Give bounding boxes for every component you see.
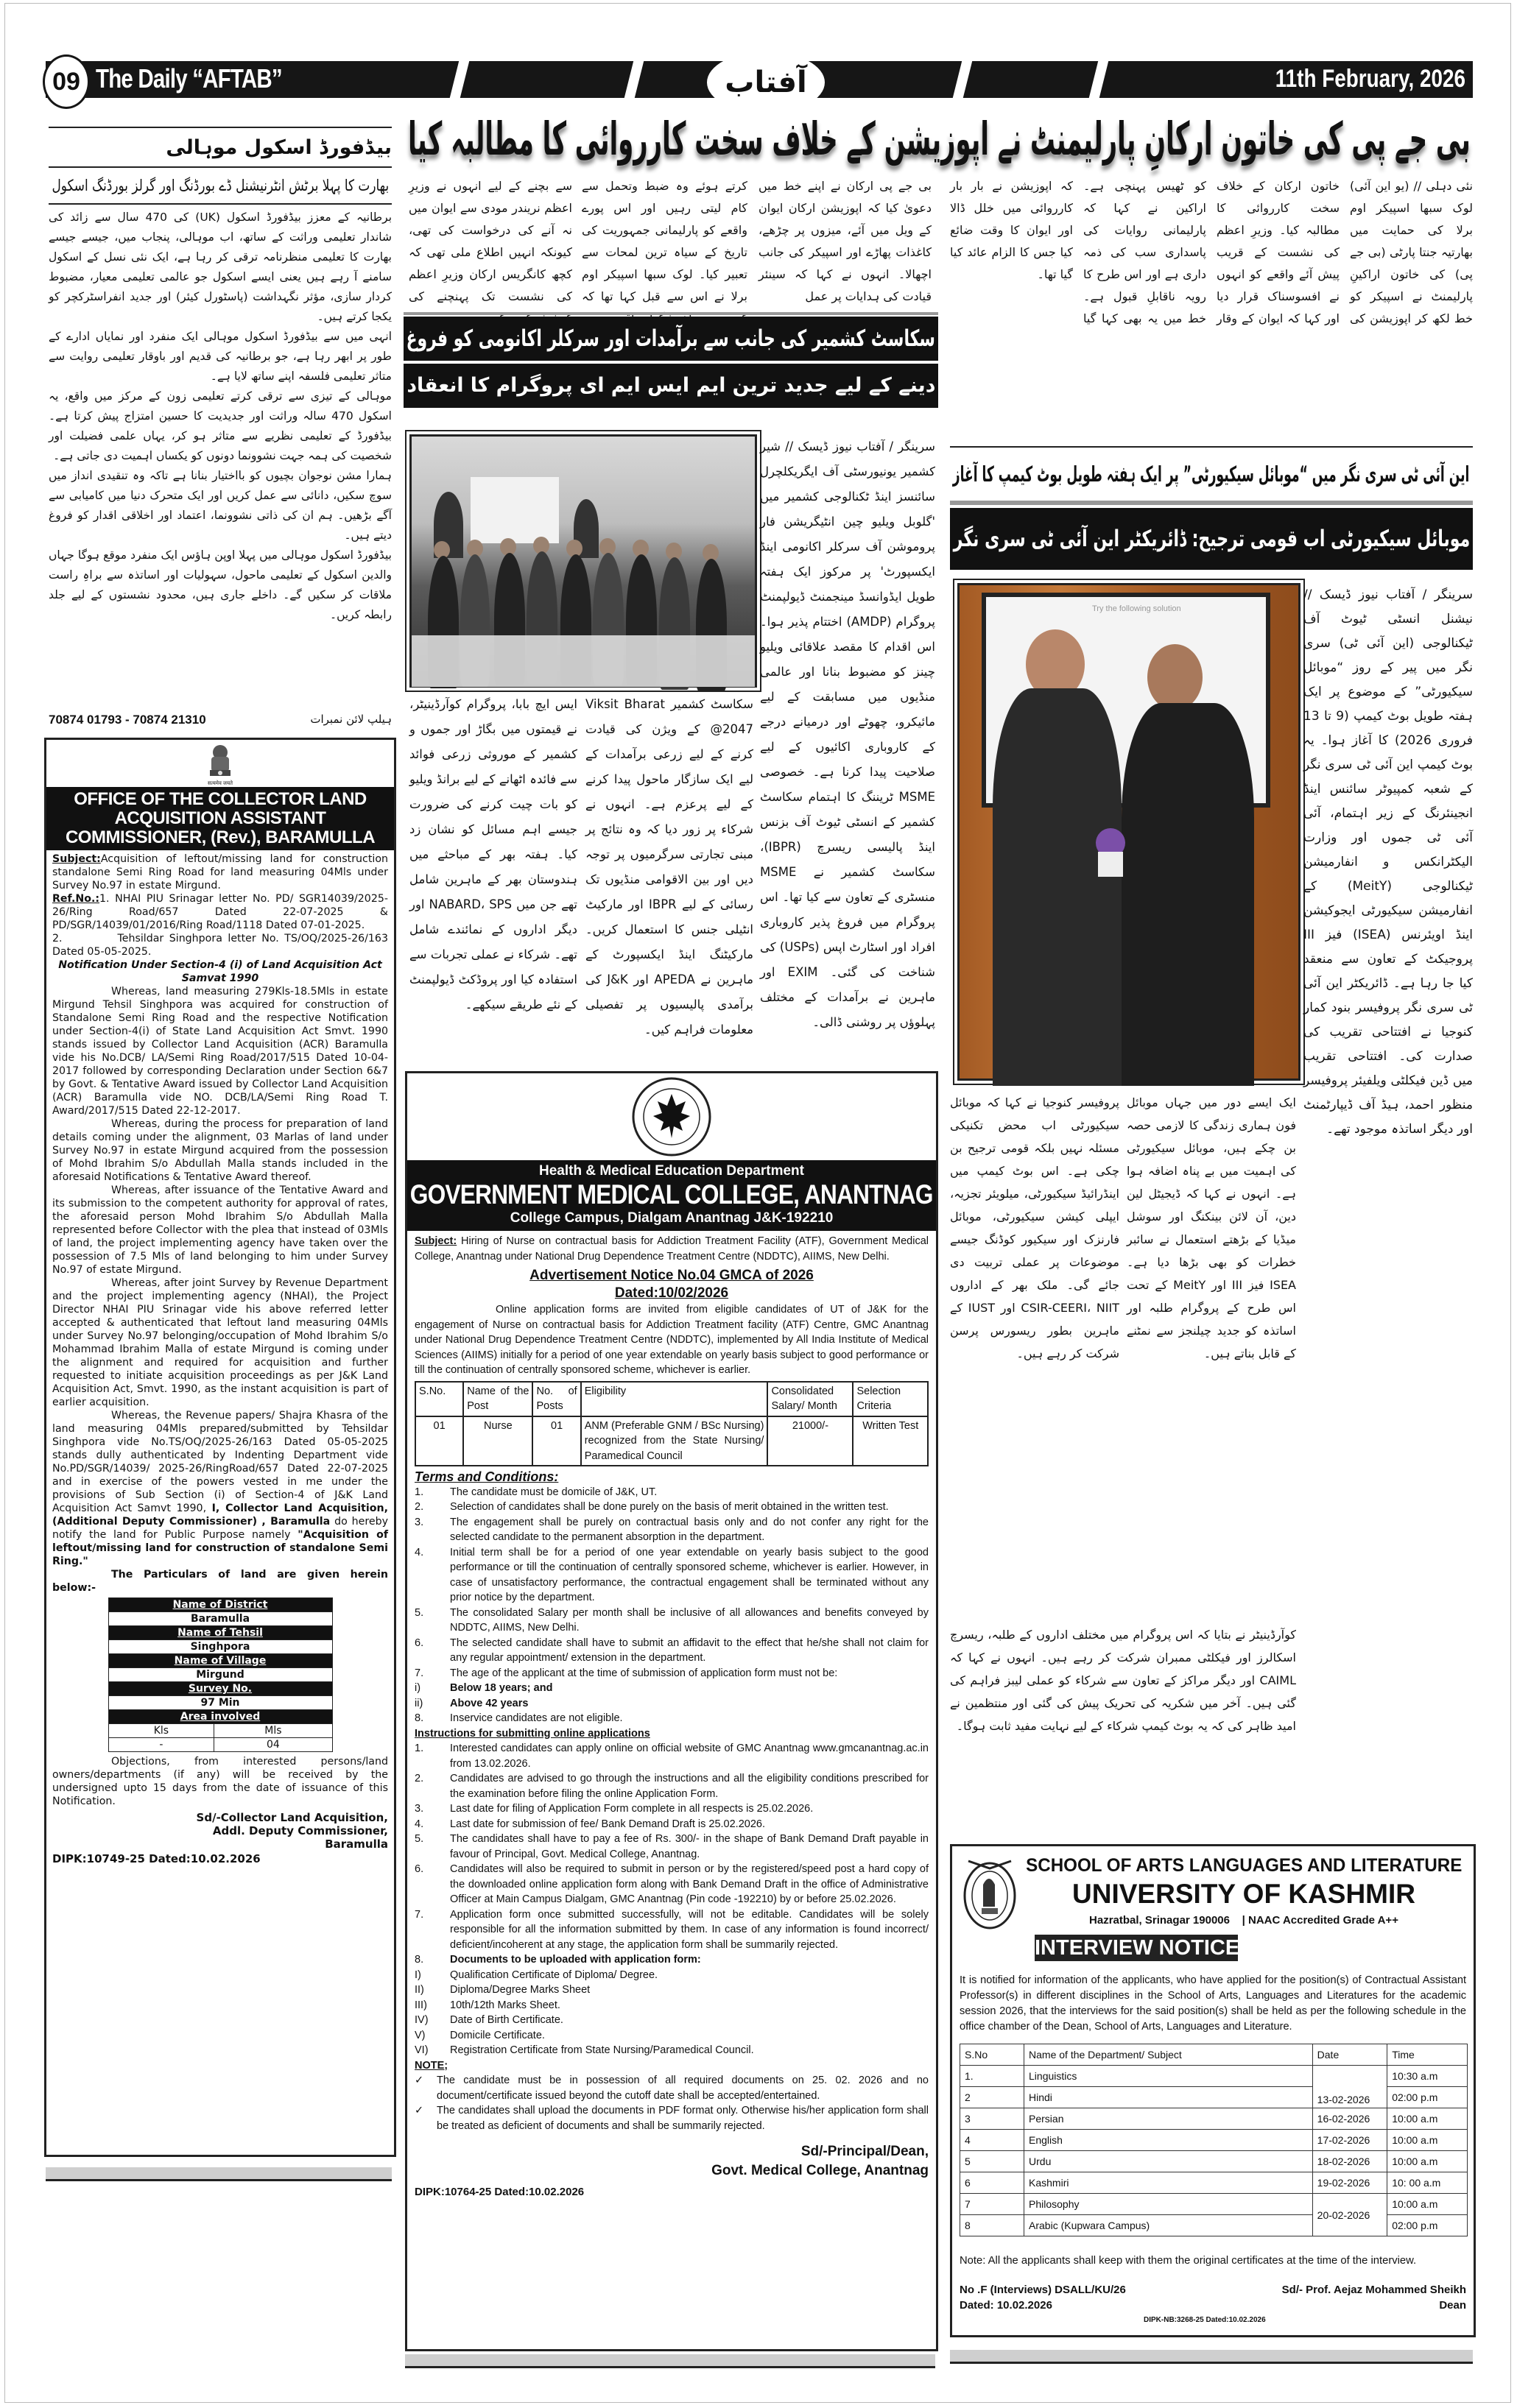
item-number: VI) xyxy=(415,2044,429,2056)
para5-quote: "Acquisition of leftout/missing land for construction of standalone Semi Ring." xyxy=(52,1529,388,1567)
main-headline: بی جے پی کی خاتون ارکانِ پارلیمنٹ نے اپوزیشن کے خلاف سخت کارروائی کا مطالبہ کیا xyxy=(407,112,1471,166)
list-item xyxy=(415,1741,929,1771)
list-item xyxy=(415,1636,929,1666)
paper-name: The Daily “AFTAB” xyxy=(96,63,282,93)
instructions-list xyxy=(415,1741,929,2058)
date-cell: 16-02-2026 xyxy=(1312,2108,1387,2130)
list-item xyxy=(415,1515,929,1545)
sno-cell: 7 xyxy=(960,2194,1024,2215)
item-number: II) xyxy=(415,1984,424,1996)
top-story-column: سے بچنے کے لیے انہوں نے وزیرِ اعظم نریندر مودی سے ایوان میں نہ آنے کی درخواست کی تھی، کیونکہ انہیں اطلاع ملی تھی کہ کچھ کانگریس ارکان وزیرِ اعظم کی نشست تک پہنچنے کی xyxy=(409,179,572,303)
sno-cell: 2 xyxy=(960,2087,1024,2108)
list-item xyxy=(415,1606,929,1636)
item-number: 7. xyxy=(415,1908,424,1921)
item-number: IV) xyxy=(415,2014,429,2026)
projector-screen xyxy=(471,477,559,543)
signatory-name: Sd/- Prof. Aejaz Mohammed Sheikh xyxy=(1281,2284,1466,2296)
item-text: Below 18 years; and xyxy=(450,1682,553,1694)
table-cell: ANM (Preferable GNM / BSc Nursing) recognized from the State Nursing/ Paramedical Council xyxy=(581,1416,768,1466)
area-label: Area involved xyxy=(108,1710,332,1724)
item-number: 4. xyxy=(415,1546,424,1558)
gmc-posts-table xyxy=(415,1381,929,1467)
nit-story-column: کوآرڈینیٹر نے بتایا کہ اس پروگرام میں مختلف اداروں کے طلبہ، ریسرچ اسکالرز اور فیکلٹی ممبران شرکت کر رہے ہیں۔ انہوں نے کہا کہ CAIML اور دیگر مراکز کے تعاون سے شرکاء کو عملی لیبز فراہم کی گئی ہیں۔ آخر میں شکریہ کی تحریک پیش کی گئی اور منتظمین نے امید ظاہر کی کہ یہ بوٹ کیمپ شرکاء کے لیے نہایت مفید ثابت ہوگا۔ xyxy=(950,1628,1296,1733)
divider-bar xyxy=(950,2350,1473,2364)
newspaper-logo: آفتاب xyxy=(707,52,825,113)
table-row xyxy=(960,2215,1468,2236)
item-text: Candidates will also be required to submit in person or by the registered/speed post a hard copy of the downloaded online application form along with Bank Demand Draft in the office of Administrative Officer at Main Campus Dialgam, GMC Anantnag (Pin code -192210) by or before 25.02.2026. xyxy=(450,1863,929,1905)
subject-cell: Persian xyxy=(1024,2108,1313,2130)
list-item xyxy=(415,1832,929,1862)
item-text: Date of Birth Certificate. xyxy=(450,2014,563,2026)
notice-paragraph: Whereas, land measuring 279Kls-18.5Mls in estate Mirgund Tehsil Singhpora was acquired for construction of Standalone Semi Ring Road and the respective Notification under Section-4(i) of State Land Acquisition Act Smvt. 1990 stands issued by Collector Land Acquisition (ACR) Baramulla vide his No.DCB/ LA/Semi Ring Road/2017/515 Dated 10-04-2017 followed by corresponding Declaration under Section 6&7 by Govt. & Tentative Award issued by Collector Land Acquisition (ACR) Baramulla vide NO. DCB/LA/Semi Ring Road T. Award/2017/515 Dated 22-12-2017. xyxy=(52,986,388,1117)
notice-note: Note: All the applicants shall keep with them the original certificates at the time of the interview. xyxy=(960,2255,1417,2267)
gmc-notice-date: Dated:10/02/2026 xyxy=(614,1285,729,1301)
list-item xyxy=(415,1968,929,1983)
school-ad-paragraph: انہی میں سے بیڈفورڈ اسکول موہالی ایک منفرد اور نمایاں ادارے کے طور پر ابھر رہا ہے، جو برطانیہ کی قدیم اور باوقار تعلیمی روایت سے متاثر تعلیمی فلسفہ اپنے ساتھ لایا ہے۔ xyxy=(49,330,392,383)
nit-photo xyxy=(957,583,1300,1081)
date-cell: 18-02-2026 xyxy=(1312,2151,1387,2172)
schedule-table-wrap xyxy=(960,2044,1468,2236)
table-header-row xyxy=(960,2044,1468,2066)
divider xyxy=(404,312,938,315)
time-cell: 10:00 a.m xyxy=(1387,2108,1468,2130)
item-number: 6. xyxy=(415,1863,424,1875)
table-header: Date xyxy=(1312,2044,1387,2066)
notice-intro: It is notified for information of the applicants, who have applied for the position(s) of Contractual Assistant Professor(s) in different disciplines in the School of Arts, Languages and Literatures for the academic session 2026, that the interviews for the said position(s) shall be held as per the following schedule in the office chamber of the Dean, School of Arts, Languages and Literature. xyxy=(960,1974,1466,2033)
item-text: Domicile Certificate. xyxy=(450,2029,545,2041)
tehsil-value: Singhpora xyxy=(108,1640,332,1654)
school-ad-helpline xyxy=(49,713,392,727)
signature-line: Sd/-Principal/Dean, xyxy=(800,2144,929,2159)
list-item xyxy=(415,1696,929,1712)
signature-line: Govt. Medical College, Anantnag xyxy=(711,2163,929,2178)
school-name: SCHOOL OF ARTS LANGUAGES AND LITERATURE xyxy=(1025,1855,1463,1876)
para5-mid: do hereby notify the land for Public Purpose namely xyxy=(52,1516,388,1541)
collector-land-acquisition-notice xyxy=(44,738,396,2157)
sno-cell: 6 xyxy=(960,2172,1024,2194)
item-text: Diploma/Degree Marks Sheet xyxy=(450,1984,591,1996)
item-number: III) xyxy=(415,1999,427,2011)
table-header: Name of the Department/ Subject xyxy=(1024,2044,1313,2066)
item-number: 6. xyxy=(415,1636,424,1649)
gmc-signature xyxy=(415,2142,929,2181)
gmc-subject: Hiring of Nurse on contractual basis for Addiction Treatment Facility (ATF), Government Medical College, Anantnag under National Drug Dependence Treatment Centre (NDDTC), AIIMS, New Delhi. xyxy=(415,1235,929,1263)
table-row xyxy=(415,1416,928,1466)
note-text: The candidates shall upload the documents in PDF format only. Otherwise his/her application form shall be treated as deficient of documents and shall be summarily rejected. xyxy=(437,2105,929,2132)
gmc-dipk: DIPK:10764-25 Dated:10.02.2026 xyxy=(415,2186,585,2198)
divider-bar xyxy=(405,2354,935,2368)
date-cell: 20-02-2026 xyxy=(1312,2194,1387,2236)
subject-cell: Hindi xyxy=(1024,2087,1313,2108)
date-cell: 17-02-2026 xyxy=(1312,2130,1387,2151)
scast-headline-1: سکاسٹ کشمیر کی جانب سے برآمدات اور سرکلر اکانومی کو فروغ xyxy=(404,317,938,361)
school-ad-subtitle: بھارت کا پہلا برٹش انٹرنیشنل ڈے بورڈنگ اور گرلز بورڈنگ اسکول xyxy=(52,177,389,194)
helpline-label: ہیلپ لائن نمبرات xyxy=(310,713,392,726)
dipk-number: DIPK:10749-25 Dated:10.02.2026 xyxy=(52,1852,261,1865)
school-ad-body xyxy=(49,208,392,708)
time-cell: 10:00 a.m xyxy=(1387,2130,1468,2151)
note-title: NOTE; xyxy=(415,2059,448,2072)
signature-line: Sd/-Collector Land Acquisition, xyxy=(196,1811,388,1824)
table-row xyxy=(960,2172,1468,2194)
item-number: V) xyxy=(415,2029,426,2041)
notice-paragraph xyxy=(52,1409,388,1568)
gmc-address: College Campus, Dialgam Anantnag J&K-192210 xyxy=(510,1210,834,1226)
mls-label: Mls xyxy=(214,1724,332,1738)
item-number: ii) xyxy=(415,1697,423,1709)
kls-label: Kls xyxy=(108,1724,214,1738)
item-text: Initial term shall be for a period of one year extendable on yearly basis subject to the good performance or till the continuation of centrally sponsored scheme, whichever is earlier. However, in case of unsatisfactory performance, the contractual engagement shall be terminated without any prior notice by the department. xyxy=(450,1546,929,1603)
list-item xyxy=(415,1485,929,1500)
table-cell: 01 xyxy=(532,1416,580,1466)
list-item xyxy=(415,1907,929,1953)
item-number: 3. xyxy=(415,1803,424,1815)
scast-story-column: ایس ایچ بابا، پروگرام کوآرڈینیٹر، نے قیمتوں میں بگاڑ اور جموں و کشمیر کے موروثی زرعی فوائد سے فائدہ اٹھانے کے لیے برانڈ ویلیو کو بات چیت کرنے کی ضرورت جیسے اہم مسائل کو نشان زد کیا۔ ہفتہ بھر کے مباحثے میں ہندوستان بھر کے ماہرین شامل تھے جن میں NABARD، SPS اور دیگر اداروں کے نمائندے شامل تھے۔ شرکاء نے عملی تجربات سے استفادہ کیا اور پروڈکٹ ڈیولپمنٹ کے نئے طریقے سیکھے۔ xyxy=(409,697,578,1011)
list-item xyxy=(415,1801,929,1817)
subject-label: Subject: xyxy=(52,853,101,865)
interview-notice-banner: INTERVIEW NOTICE xyxy=(1035,1936,1240,1960)
item-text: The engagement shall be purely on contractual basis only and do not confer any right for the selected candidate to the permanent absorption in the department. xyxy=(450,1516,929,1543)
item-text: The candidate must be domicile of J&K, UT. xyxy=(450,1486,658,1498)
subject-cell: Urdu xyxy=(1024,2151,1313,2172)
item-text: Registration Certificate from State Nursing/Paramedical Council. xyxy=(450,2044,754,2056)
item-text: Above 42 years xyxy=(450,1697,529,1709)
para5-bold: I, Collector Land Acquisition, (Additional Deputy Commissioner) , Baramulla xyxy=(52,1503,388,1528)
kls-value: - xyxy=(108,1738,214,1752)
list-item xyxy=(415,1771,929,1801)
subject-cell: Arabic (Kupwara Campus) xyxy=(1024,2215,1313,2236)
check-icon: ✓ xyxy=(415,2075,424,2086)
table-header: Selection Criteria xyxy=(853,1382,928,1416)
nit-story-column: سرینگر / آفتاب نیوز ڈیسک // نیشنل انسٹی ٹیوٹ آف ٹیکنالوجی (این آئی ٹی) سری نگر میں پیر کے روز “موبائل سیکیورٹی” کے موضوع پر ایک ہفتہ طویل بوٹ کیمپ (9 تا 13 فروری 2026) کا آغاز ہوا۔ یہ بوٹ کیمپ این آئی ٹی سری نگر کے شعبہ کمپیوٹر سائنس اینڈ انجینئرنگ کے زیر اہتمام، آئی آئی ٹی جموں اور وزارت الیکٹرانکس و انفارمیشن ٹیکنالوجی (MeitY) کے انفارمیشن سیکیورٹی ایجوکیشن اینڈ اویئرنس (ISEA) فیز III پروجیکٹ کے تعاون سے منعقد کیا جا رہا ہے۔ ڈائریکٹر این آئی ٹی سری نگر پروفیسر بنود کمار کنوجیا نے افتتاحی تقریب کی صدارت کی۔ افتتاحی تقریب میں ڈین فیکلٹی ویلفیئر پروفیسر منظور احمد، ہیڈ آف ڈیپارٹمنٹ اور دیگر اساتذہ موجود تھے۔ xyxy=(1303,587,1473,1137)
item-number: 5. xyxy=(415,1606,424,1619)
particulars-heading: The Particulars of land are given herein below:- xyxy=(52,1569,388,1594)
table-header: S.No xyxy=(960,2044,1024,2066)
national-emblem-icon xyxy=(201,742,239,780)
top-story-column: کرتے ہوئے وہ ضبط وتحمل سے کام لیتی رہیں اور اس پورے واقعے کو پارلیمانی جمہوریت کی تاریخ کے سیاہ ترین لمحات سے تعبیر کیا۔ لوک سبھا اسپیکر اوم برلا نے اس سے قبل کہا تھا کہ xyxy=(582,179,747,303)
notice-title: OFFICE OF THE COLLECTOR LAND ACQUISITION ASSISTANT COMMISSIONER, (Rev.), BARAMULLA xyxy=(46,787,394,850)
para5-text: Whereas, the Revenue papers/ Shajra Khasra of the land measuring 04Mls prepared/submitted by Tehsildar Singhpora vide No.TS/OQ/2025-26/163 Dated 05-05-2025 stands dully authenticated by Indenting Department vide No.PD/SGR/14039/ 2025-26/RingRoad/657 Dated 22-07-2025 and in exercise of the powers vested in me under the provisions of Sub Section (i) of Section-4 of J&K Land Acquisition Act Samvt 1990, xyxy=(52,1410,388,1514)
divider xyxy=(49,203,392,205)
sno-cell: 4 xyxy=(960,2130,1024,2151)
table-row xyxy=(960,2194,1468,2215)
time-cell: 02:00 p.m xyxy=(1387,2215,1468,2236)
table-row xyxy=(960,2108,1468,2130)
gmc-anantnag-advertisement xyxy=(405,1071,938,2351)
note-item xyxy=(415,2073,929,2103)
village-value: Mirgund xyxy=(108,1668,332,1682)
gmc-header xyxy=(407,1160,936,1231)
table-cell: Nurse xyxy=(463,1416,532,1466)
terms-list xyxy=(415,1485,929,1726)
table-cell: Written Test xyxy=(853,1416,928,1466)
gmc-title: GOVERNMENT MEDICAL COLLEGE, ANANTNAG xyxy=(410,1179,933,1210)
date-cell: 13-02-2026 xyxy=(1312,2066,1387,2108)
list-item xyxy=(415,2013,929,2028)
school-ad-paragraph: ہمارا مشن نوجوان بچیوں کو بااختیار بنانا ہے تاکہ وہ تنقیدی انداز میں سوچ سکیں، دانائی سے عمل کریں اور ایک متحرک دنیا میں کامیابی سے آگے بڑھیں۔ ہم ان کی ذاتی نشوونما، اعتماد اور اخلاقی اقدار کو فروغ دیتے ہیں۔ xyxy=(49,469,392,542)
university-name: UNIVERSITY OF KASHMIR xyxy=(1072,1879,1415,1909)
nit-story-column: پروفیسر کنوجیا نے کہا کہ موبائل سیکیورٹی اب محض تکنیکی مسئلہ نہیں بلکہ قومی ترجیح بن چکی ہے۔ اس بوٹ کیمپ میں اینڈرائیڈ سیکیورٹی، میلویئر تجزیہ، ایپلی کیشن سیکیورٹی، موبائل فارنزک اور سیکیور کوڈنگ جیسے موضوعات پر عملی تربیت دی جائے گی۔ ملک بھر کے اداروں CSIR-CEERI، NIIT اور IUST کے ماہرین بطور ریسورس پرسن شرکت کر رہے ہیں۔ xyxy=(950,1095,1119,1360)
item-text: 10th/12th Marks Sheet. xyxy=(450,1999,560,2011)
item-text: The selected candidate shall have to submit an affidavit to the effect that he/she shall not claim for any regular appointment/ extension in the department. xyxy=(450,1636,929,1664)
notice-body xyxy=(46,850,394,1865)
scast-group-photo xyxy=(409,434,757,688)
gmc-logo-icon xyxy=(631,1076,712,1157)
person-right xyxy=(1122,703,1254,1086)
check-icon: ✓ xyxy=(415,2105,424,2116)
university-of-kashmir-interview-notice xyxy=(950,1844,1476,2337)
gmc-body xyxy=(407,1231,936,2206)
table-header: S.No. xyxy=(415,1382,463,1416)
time-cell: 02:00 p.m xyxy=(1387,2087,1468,2108)
top-story-column: بی جے پی ارکان نے اپنے خط میں دعویٰ کیا کہ اپوزیشن ارکان ایوان کے ویل میں آئے، میزوں پر چڑھے، کاغذات پھاڑے اور اسپیکر کی جانب اچھالا۔ انہوں نے کہا کہ سینئر قیادت کی ہدایات پر عمل xyxy=(758,179,932,303)
note-text: The candidate must be in possession of all required documents on 25. 02. 2026 and no document/certificate issued beyond the cutoff date shall be accepted/entertained. xyxy=(437,2075,929,2102)
top-story-column: نئی دہلی // (یو این آئی) لوک سبھا اسپیکر اوم برلا کی حمایت میں بھارتیہ جنتا پارٹی (بی جے پی) کی خاتون اراکینِ پارلیمنٹ نے اسپیکر کو خط لکھ کر اپوزیشن کی خاتون ارکان کے خلاف سخت کارروائی کا مطالبہ کیا۔ وزیرِ اعظم کی نشست کے قریب پیش آئے واقعے کو انہوں نے افسوسناک قرار دیا اور کہا کہ ایوان کے وقار کو ٹھیس پہنچی ہے۔ اراکین نے کہا کہ پارلیمانی روایات کی پاسداری سب کی ذمہ داری ہے اور اس طرح کا رویہ ناقابلِ قبول ہے۔ خط میں یہ بھی کہا گیا کہ اپوزیشن نے بار بار کارروائی میں خلل ڈالا اور ایوان کا وقت ضائع کیا جس کا الزام عائد کیا گیا تھا۔ xyxy=(950,179,1473,325)
school-ad-paragraph: بیڈفورڈ اسکول موہالی میں پہلا اوپن ہاؤس ایک منفرد موقع ہوگا جہاں والدین اسکول کے تعلیمی ماحول، سہولیات اور اساتذہ سے براہِ راست ملاقات کر سکیں گے۔ داخلے جاری ہیں، محدود نشستوں کے لیے جلد رابطہ کریں۔ xyxy=(49,548,392,621)
notice-paragraph: Whereas, during the process for preparation of land details coming under the alignment, 03 Marlas of land under Survey No.97 in estate Mirgund acquired from the possession of Mohd Ibrahim S/o Abdullah Malla stands included in the aforesaid Notifications & Tentative Award thereof. xyxy=(52,1118,388,1183)
subject-text: Acquisition of leftout/missing land for construction standalone Semi Ring Road for land measuring 04Mls under Survey No.97 in estate Mirgund. xyxy=(52,853,388,891)
emblem-motto: सत्यमेव जयते xyxy=(207,781,233,786)
item-number: 8. xyxy=(415,1954,424,1966)
person-left xyxy=(993,688,1122,1086)
divider xyxy=(950,501,1473,505)
notice-paragraph: Whereas, after joint Survey by Revenue Department and the project implementing agency (NHAI), the Project Director NHAI PIU Srinagar vide his above referred letter accepted & authenticated that leftout land measuring 04Mls under Survey No.97 belonging/occupation of Mohd Ibrahim S/o Mohammad Ibrahim Malla of estate Mirgund is coming under the alignment and required for acquisition and further requested to initiate acquisition proceedings as per J&K Land Acquisition Act, Smvt. 1990, as the instant acquisition is part of earlier acquisition. xyxy=(52,1277,388,1408)
item-number: 8. xyxy=(415,1712,424,1724)
table-header: Name of the Post xyxy=(463,1382,532,1416)
signature-line: Addl. Deputy Commissioner, xyxy=(212,1824,388,1837)
university-seal-icon xyxy=(961,1855,1018,1932)
notification-title: Notification Under Section-4 (i) of Land Acquisition Act Samvat 1990 xyxy=(58,959,382,984)
nit-headline: این آئی ٹی سری نگر میں “موبائل سیکیورٹی” پر ایک ہفتہ طویل بوٹ کیمپ کا آغاز xyxy=(953,462,1470,487)
objections-text: Objections, from interested persons/land owners/departments (if any) will be received by the undersigned upto 15 days from the date of issuance of this Notification. xyxy=(52,1756,388,1807)
mls-value: 04 xyxy=(214,1738,332,1752)
item-text: Candidates are advised to go through the instructions and all the eligibility conditions prescribed for the examination before filing the online Application Form. xyxy=(450,1773,929,1800)
table-header: Time xyxy=(1387,2044,1468,2066)
school-ad-paragraph: موہالی کے تیزی سے ترقی کرتے تعلیمی زون کے مرکز میں واقع، یہ اسکول 470 سالہ وراثت اور جدیدیت کا حسین امتزاج پیش کرتا ہے۔ بیڈفورڈ کے تعلیمی نظریے سے متاثر ہو کر، یہاں علمی فضیلت اور شخصیت کی ہمہ جہت نشوونما دونوں کو یکساں اہمیت دی جاتی ہے۔ xyxy=(49,389,392,462)
item-text: Selection of candidates shall be done purely on the basis of merit obtained in the written test. xyxy=(450,1501,889,1513)
table xyxy=(412,635,755,687)
list-item xyxy=(415,1817,929,1832)
nit-story-column: ایک ایسے دور میں جہاں موبائل فون ہماری زندگی کا لازمی حصہ بن چکے ہیں، موبائل سیکیورٹی کی اہمیت میں بے پناہ اضافہ ہوا ہے۔ انہوں نے کہا کہ ڈیجیٹل لین دین، آن لائن بینکنگ اور سوشل میڈیا کے بڑھتے استعمال نے سائبر خطرات کو بھی بڑھا دیا ہے۔ ISEA فیز III اور MeitY کے تحت اس طرح کے پروگرام طلبہ اور اساتذہ کو جدید چیلنجز سے نمٹنے کے قابل بناتے ہیں۔ xyxy=(1127,1095,1296,1360)
list-item xyxy=(415,1862,929,1907)
notice-signatory xyxy=(1282,2282,1466,2313)
item-text: Last date for filing of Application Form complete in all respects is 25.02.2026. xyxy=(450,1803,814,1815)
item-number: 4. xyxy=(415,1818,424,1830)
list-item xyxy=(415,1952,929,1968)
list-item xyxy=(415,1666,929,1681)
pot xyxy=(1098,852,1123,877)
table-row xyxy=(960,2066,1468,2087)
gmc-intro: Online application forms are invited from eligible candidates of UT of J&K for the engagement of Nurse on contractual basis for Addiction Treatment facility (ATF) Centre, GMC Anantnag under National Drug Dependence Treatment Centre (NDDTC), implemented by All India Institute of Medical Sciences (AIIMS) initially for a period of one year extendable on yearly basis subject to good performance or till the continuation of centrally sponsored scheme, whichever is earlier. xyxy=(415,1304,929,1376)
time-cell: 10:30 a.m xyxy=(1387,2066,1468,2087)
divider xyxy=(950,446,1473,448)
table-row xyxy=(960,2130,1468,2151)
gmc-department: Health & Medical Education Department xyxy=(538,1163,804,1179)
item-text: Interested candidates can apply online on official website of GMC Anantnag www.gmcanantnag.ac.in from 13.02.2026. xyxy=(450,1743,929,1770)
list-item xyxy=(415,1500,929,1515)
date-cell: 19-02-2026 xyxy=(1312,2172,1387,2194)
scast-story-column: سکاسٹ کشمیر Viksit Bharat @2047 کے ویژن کی قیادت کرنے کے لیے زرعی برآمدات کے لیے ایک سازگار ماحول پیدا کرنے کے لیے پرعزم ہے۔ انہوں نے شرکاء پر زور دیا کہ وہ نتائج پر مبنی تجارتی سرگرمیوں پر توجہ دیں اور بین الاقوامی منڈیوں تک رسائی کے لیے IBPR اور مارکیٹ انٹیلی جنس کا استعمال کریں۔ مارکیٹنگ اینڈ ایکسپورٹ کے ماہرین نے APEDA اور J&K کی برآمدی پالیسیوں پر تفصیلی معلومات فراہم کیں۔ xyxy=(585,697,753,1037)
table-cell: 01 xyxy=(415,1416,463,1466)
gmc-subject-label: Subject: xyxy=(415,1235,457,1247)
item-number: 2. xyxy=(415,1773,424,1784)
screen-text: Try the following solution xyxy=(1092,604,1181,613)
notice-paragraph: Whereas, after issuance of the Tentative Award and its submission to the competent authority for approval of rates, the aforesaid person Mohd Ibrahim S/o Abdullah Malla represented before Collector with the plea that instead of 03Mls of land, the project implementing agency have taken over the possession of 7.5 Mls of land belonging to him under Survey No.97 of estate Mirgund. xyxy=(52,1184,388,1276)
reference-date: Dated: 10.02.2026 xyxy=(960,2299,1052,2312)
gmc-notice-number: Advertisement Notice No.04 GMCA of 2026 xyxy=(529,1268,814,1283)
table-cell: 21000/- xyxy=(767,1416,853,1466)
scast-story-column: سرینگر / آفتاب نیوز ڈیسک // شیر کشمیر یونیورسٹی آف ایگریکلچرل سائنسز اینڈ ٹکنالوجی کشمیر میں 'گلوبل ویلیو چین انٹیگریشن فار پروموشن آف سرکلر اکانومی اینڈ ایکسپورٹ' پر مرکوز ایک ہفتہ طویل ایڈوانسڈ مینجمنٹ ڈیولپمنٹ پروگرام (AMDP) اختتام پذیر ہوا۔ اس اقدام کا مقصد علاقائی ویلیو چینز کو مضبوط بنانا اور عالمی منڈیوں میں مسابقت کے لیے مائیکرو، چھوٹے اور درمیانے درجے کے کاروباری اکائیوں کے لیے صلاحیت پیدا کرنا ہے۔ خصوصی MSME ٹریننگ کا اہتمام سکاسٹ کشمیر کے انسٹی ٹیوٹ آف بزنس اینڈ پالیسی ریسرچ (IBPR)، سکاسٹ کشمیر نے MSME منسٹری کے تعاون سے کیا تھا۔ اس پروگرام میں فروغ پذیر کاروباری افراد اور اسٹارٹ اپس (USPs) کی شناخت کی گئی۔ EXIM اور ماہرین نے برآمدات کے مختلف پہلوؤں پر روشنی ڈالی۔ xyxy=(760,439,935,1029)
item-number: 1. xyxy=(415,1743,424,1754)
ref-2: 2. Tehsildar Singhpora letter No. TS/OQ/2025-26/163 Dated 05-05-2025. xyxy=(52,933,392,958)
nit-subheadline: موبائل سیکیورٹی اب قومی ترجیح: ڈائریکٹر این آئی ٹی سری نگر xyxy=(950,508,1473,570)
list-item xyxy=(415,1545,929,1606)
sno-cell: 3 xyxy=(960,2108,1024,2130)
item-text: Documents to be uploaded with application form: xyxy=(450,1954,701,1966)
district-label: Name of District xyxy=(108,1598,332,1612)
subject-cell: English xyxy=(1024,2130,1313,2151)
notice-reference xyxy=(960,2282,1126,2313)
item-number: I) xyxy=(415,1969,421,1981)
subject-cell: Kashmiri xyxy=(1024,2172,1313,2194)
land-particulars-table xyxy=(108,1597,333,1752)
subject-cell: Philosophy xyxy=(1024,2194,1313,2215)
issue-date: 11th February, 2026 xyxy=(1275,65,1465,93)
item-number: 5. xyxy=(415,1833,424,1845)
item-text: Qualification Certificate of Diploma/ Degree. xyxy=(450,1969,658,1981)
item-number: 7. xyxy=(415,1667,424,1679)
terms-title: Terms and Conditions: xyxy=(415,1469,559,1484)
emblem-area xyxy=(46,740,394,787)
school-ad-title: بیڈفورڈ اسکول موہالی xyxy=(166,136,392,159)
item-number: 2. xyxy=(415,1501,424,1513)
table-header: Eligibility xyxy=(581,1382,768,1416)
university-address: Hazratbal, Srinagar 190006 | NAAC Accredited Grade A++ xyxy=(1089,1914,1398,1927)
sno-cell: 8 xyxy=(960,2215,1024,2236)
time-cell: 10: 00 a.m xyxy=(1387,2172,1468,2194)
item-number: 1. xyxy=(415,1486,424,1498)
notice-signature xyxy=(52,1811,388,1851)
helpline-phones: 70874 01793 - 70874 21310 xyxy=(49,713,206,727)
sno-cell: 1. xyxy=(960,2066,1024,2087)
time-cell: 10:00 a.m xyxy=(1387,2194,1468,2215)
ref-1: 1. NHAI PIU Srinagar letter No. PD/ SGR14039/2025-26/Ring Road/657 Dated 22-07-2025 & PD/SGR/14039/01/2016/Ring Road/1118 Dated 07-01-2025. xyxy=(52,893,388,931)
list-item xyxy=(415,2043,929,2058)
village-label: Name of Village xyxy=(108,1654,332,1668)
survey-label: Survey No. xyxy=(108,1682,332,1696)
list-item xyxy=(415,1982,929,1998)
divider xyxy=(49,166,392,168)
district-value: Baramulla xyxy=(108,1612,332,1626)
table-header: Consolidated Salary/ Month xyxy=(767,1382,853,1416)
item-text: The consolidated Salary per month shall be inclusive of all allowances and benefits conveyed by NDDTC, AIIMS, New Delhi. xyxy=(450,1606,929,1634)
item-number: i) xyxy=(415,1682,421,1694)
survey-value: 97 Min xyxy=(108,1696,332,1710)
item-number: 3. xyxy=(415,1516,424,1528)
list-item xyxy=(415,1998,929,2013)
page-number: 09 xyxy=(43,54,90,109)
signature-line: Baramulla xyxy=(325,1837,388,1851)
gmc-logo-area xyxy=(407,1073,936,1160)
list-item xyxy=(415,1711,929,1726)
notes-list xyxy=(415,2073,929,2133)
instructions-title: Instructions for submitting online applications xyxy=(415,1727,650,1740)
tehsil-label: Name of Tehsil xyxy=(108,1626,332,1640)
table-row xyxy=(960,2087,1468,2108)
reference-number: No .F (Interviews) DSALL/KU/26 xyxy=(960,2284,1126,2296)
note-item xyxy=(415,2103,929,2133)
table-header: No. of Posts xyxy=(532,1382,580,1416)
list-item xyxy=(415,2028,929,2044)
scast-headline-2: دینے کے لیے جدید ترین ایم ایس ایم ای پروگرام کا انعقاد xyxy=(404,364,938,408)
sno-cell: 5 xyxy=(960,2151,1024,2172)
school-ad-paragraph: برطانیہ کے معزز بیڈفورڈ اسکول (UK) کی 470 سال سے زائد کی شاندار تعلیمی وراثت کے ساتھ، اب موہالی، پنجاب میں، جیسے جیسے بھارت کا تعلیمی منظرنامہ ترقی کر رہا ہے، ایک نئی نسل کے اسکول سامنے آ رہے ہیں یعنی ایسے اسکول جو عالمی تعلیمی معیار، مضبوط کردار سازی، مؤثر نگہداشت (پاسٹورل کیئر) اور جدید انفراسٹرکچر کو یکجا کرتے ہیں۔ xyxy=(49,211,393,323)
list-item xyxy=(415,1681,929,1696)
divider-bar xyxy=(46,2167,392,2181)
item-text: The age of the applicant at the time of submission of application form must not be: xyxy=(450,1667,838,1679)
time-cell: 10:00 a.m xyxy=(1387,2151,1468,2172)
ku-dipk: DIPK-NB:3268-25 Dated:10.02.2026 xyxy=(1144,2316,1266,2324)
signatory-designation: Dean xyxy=(1439,2299,1466,2312)
item-text: The candidates shall have to pay a fee of Rs. 300/- in the shape of Bank Demand Draft payable in favour of Principal, Govt. Medical College, Anantnag. xyxy=(450,1833,929,1860)
ref-label: Ref.No.: xyxy=(52,893,100,905)
interview-schedule-table xyxy=(960,2044,1468,2236)
divider xyxy=(49,127,392,128)
subject-cell: Linguistics xyxy=(1024,2066,1313,2087)
table-row xyxy=(960,2151,1468,2172)
item-text: Application form once submitted successfully, will not be editable. Candidates will be solely responsible for all the information submitted by them. In case of any information is found incorrect/ deficient/incoherent at any stage, the application form shall be summarily rejected. xyxy=(450,1908,929,1951)
item-text: Inservice candidates are not eligible. xyxy=(450,1712,623,1724)
item-text: Last date for submission of fee/ Bank Demand Draft is 25.02.2026. xyxy=(450,1818,765,1830)
